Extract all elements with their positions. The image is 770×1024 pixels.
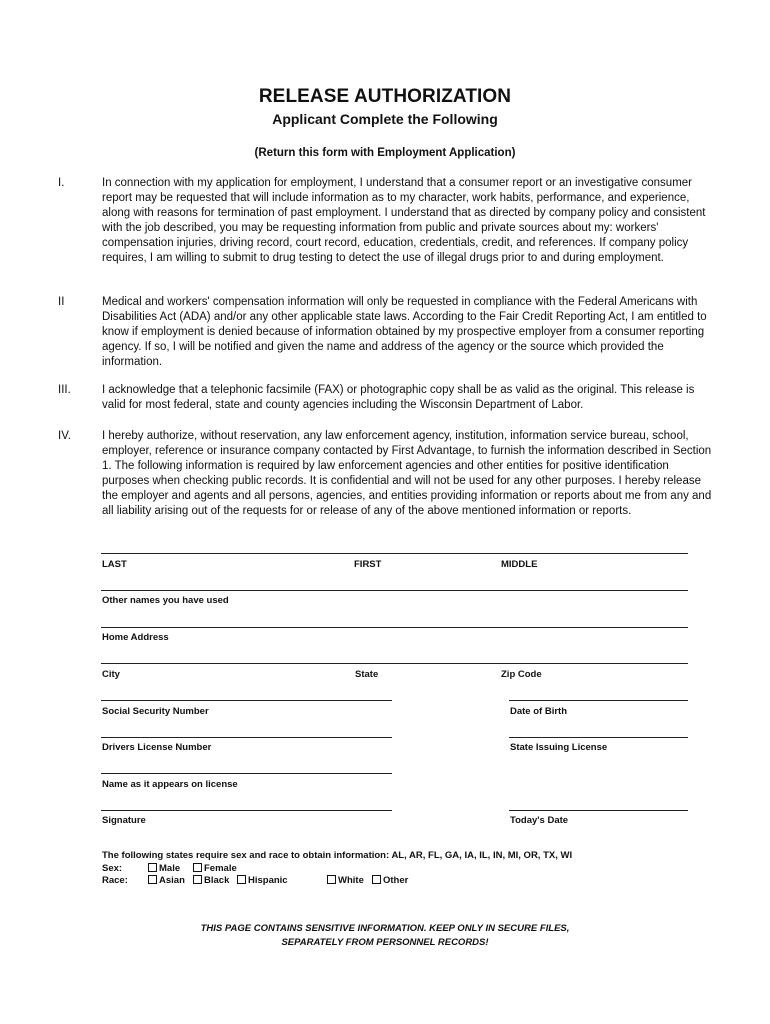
signature-field[interactable] — [101, 810, 392, 811]
race-other-checkbox[interactable] — [372, 875, 408, 886]
section-text: Medical and workers' compensation information will only be requested in compliance with the Federal Americans with Disabilities Act (ADA) and/or any other applicable state laws. According to the Fair Credit Reporting Act, I am entitled to know if employment is denied because of information obtained by my prospective employer from a consumer reporting agency. If so, I will be notified and given the name and address of the agency or the source which provided the information. — [102, 296, 707, 368]
other-names-field[interactable] — [101, 590, 688, 591]
race-black-label: Black — [204, 875, 230, 886]
checkbox-icon — [193, 863, 202, 872]
home-address-label: Home Address — [102, 632, 169, 643]
sensitive-info-warning — [0, 922, 770, 950]
warning-line-1: THIS PAGE CONTAINS SENSITIVE INFORMATION. KEEP ONLY IN SECURE FILES, — [200, 923, 570, 934]
sex-male-label: Male — [159, 863, 181, 874]
todays-date-field[interactable] — [509, 810, 688, 811]
race-other-label: Other — [383, 875, 409, 886]
sex-female-checkbox[interactable] — [193, 863, 237, 874]
sex-male-checkbox[interactable] — [148, 863, 180, 874]
form-title: RELEASE AUTHORIZATION — [258, 86, 512, 107]
race-asian-label: Asian — [159, 875, 185, 886]
race-white-checkbox[interactable] — [327, 875, 364, 886]
middle-name-label: MIDDLE — [501, 559, 538, 570]
dl-state-label: State Issuing License — [510, 742, 608, 753]
checkbox-icon — [237, 875, 246, 884]
warning-line-2: SEPARATELY FROM PERSONNEL RECORDS! — [281, 937, 489, 948]
home-address-field[interactable] — [101, 627, 688, 628]
race-asian-checkbox[interactable] — [148, 875, 185, 886]
ssn-field[interactable] — [101, 700, 392, 701]
signature-label: Signature — [102, 815, 146, 826]
ssn-label: Social Security Number — [102, 706, 209, 717]
dob-field[interactable] — [509, 700, 688, 701]
state-label: State — [355, 669, 379, 680]
checkbox-icon — [327, 875, 336, 884]
dl-number-field[interactable] — [101, 737, 392, 738]
todays-date-label: Today's Date — [510, 815, 569, 826]
last-name-label: LAST — [102, 559, 127, 570]
full-name-field[interactable] — [101, 553, 688, 554]
dob-label: Date of Birth — [510, 706, 567, 717]
name-on-license-label: Name as it appears on license — [102, 779, 238, 790]
race-white-label: White — [338, 875, 364, 886]
other-names-label: Other names you have used — [102, 595, 229, 606]
race-black-checkbox[interactable] — [193, 875, 229, 886]
section-text: I acknowledge that a telephonic facsimile (FAX) or photographic copy shall be as valid as the original. This release is valid for most federal, state and county agencies including the Wisconsin Department of Labor. — [102, 384, 695, 411]
dl-state-field[interactable] — [509, 737, 688, 738]
sex-race-requirement: The following states require sex and race to obtain information: AL, AR, FL, GA, IA, IL, IN, MI, OR, TX, WI — [102, 850, 573, 861]
first-name-label: FIRST — [354, 559, 382, 570]
dl-number-label: Drivers License Number — [102, 742, 212, 753]
section-number: III. — [58, 384, 71, 396]
race-row — [102, 875, 432, 889]
checkbox-icon — [148, 863, 157, 872]
section-number: I. — [58, 177, 65, 189]
form-subtitle: Applicant Complete the Following — [272, 111, 498, 127]
return-note: (Return this form with Employment Application) — [254, 147, 516, 159]
race-hispanic-label: Hispanic — [248, 875, 288, 886]
checkbox-icon — [372, 875, 381, 884]
section-text: In connection with my application for employment, I understand that a consumer report or an investigative consumer report may be requested that will include information as to my character, work habits, performance, and experience, along with reasons for termination of past employment. I understand that as directed by company policy and consistent with the job described, you may be requesting information from public and private sources about my: workers' compensation injuries, driving record, court record, education, credentials, credit, and references. If company policy requires, I am willing to submit to drug testing to detect the use of illegal drugs prior to and during employment. — [102, 177, 706, 264]
race-hispanic-checkbox[interactable] — [237, 875, 288, 886]
zip-code-label: Zip Code — [501, 669, 542, 680]
city-state-zip-field[interactable] — [101, 663, 688, 664]
race-label: Race: — [102, 875, 128, 886]
section-text: I hereby authorize, without reservation, any law enforcement agency, institution, information service bureau, school, employer, reference or insurance company contacted by First Advantage, to furnish the information described in Section 1. The following information is required by law enforcement agencies and other entities for positive identification purposes when checking public records. It is confidential and will not be used for any other purposes. I hereby release the employer and agents and all persons, agencies, and entities providing information or reports about me from any and all liability arising out of the requests for or release of any of the above mentioned information or reports. — [102, 430, 712, 517]
section-number: IV. — [58, 430, 72, 442]
checkbox-icon — [193, 875, 202, 884]
city-label: City — [102, 669, 120, 680]
sex-female-label: Female — [204, 863, 237, 874]
checkbox-icon — [148, 875, 157, 884]
sex-label: Sex: — [102, 863, 123, 874]
name-on-license-field[interactable] — [101, 773, 392, 774]
section-number: II — [58, 296, 65, 308]
